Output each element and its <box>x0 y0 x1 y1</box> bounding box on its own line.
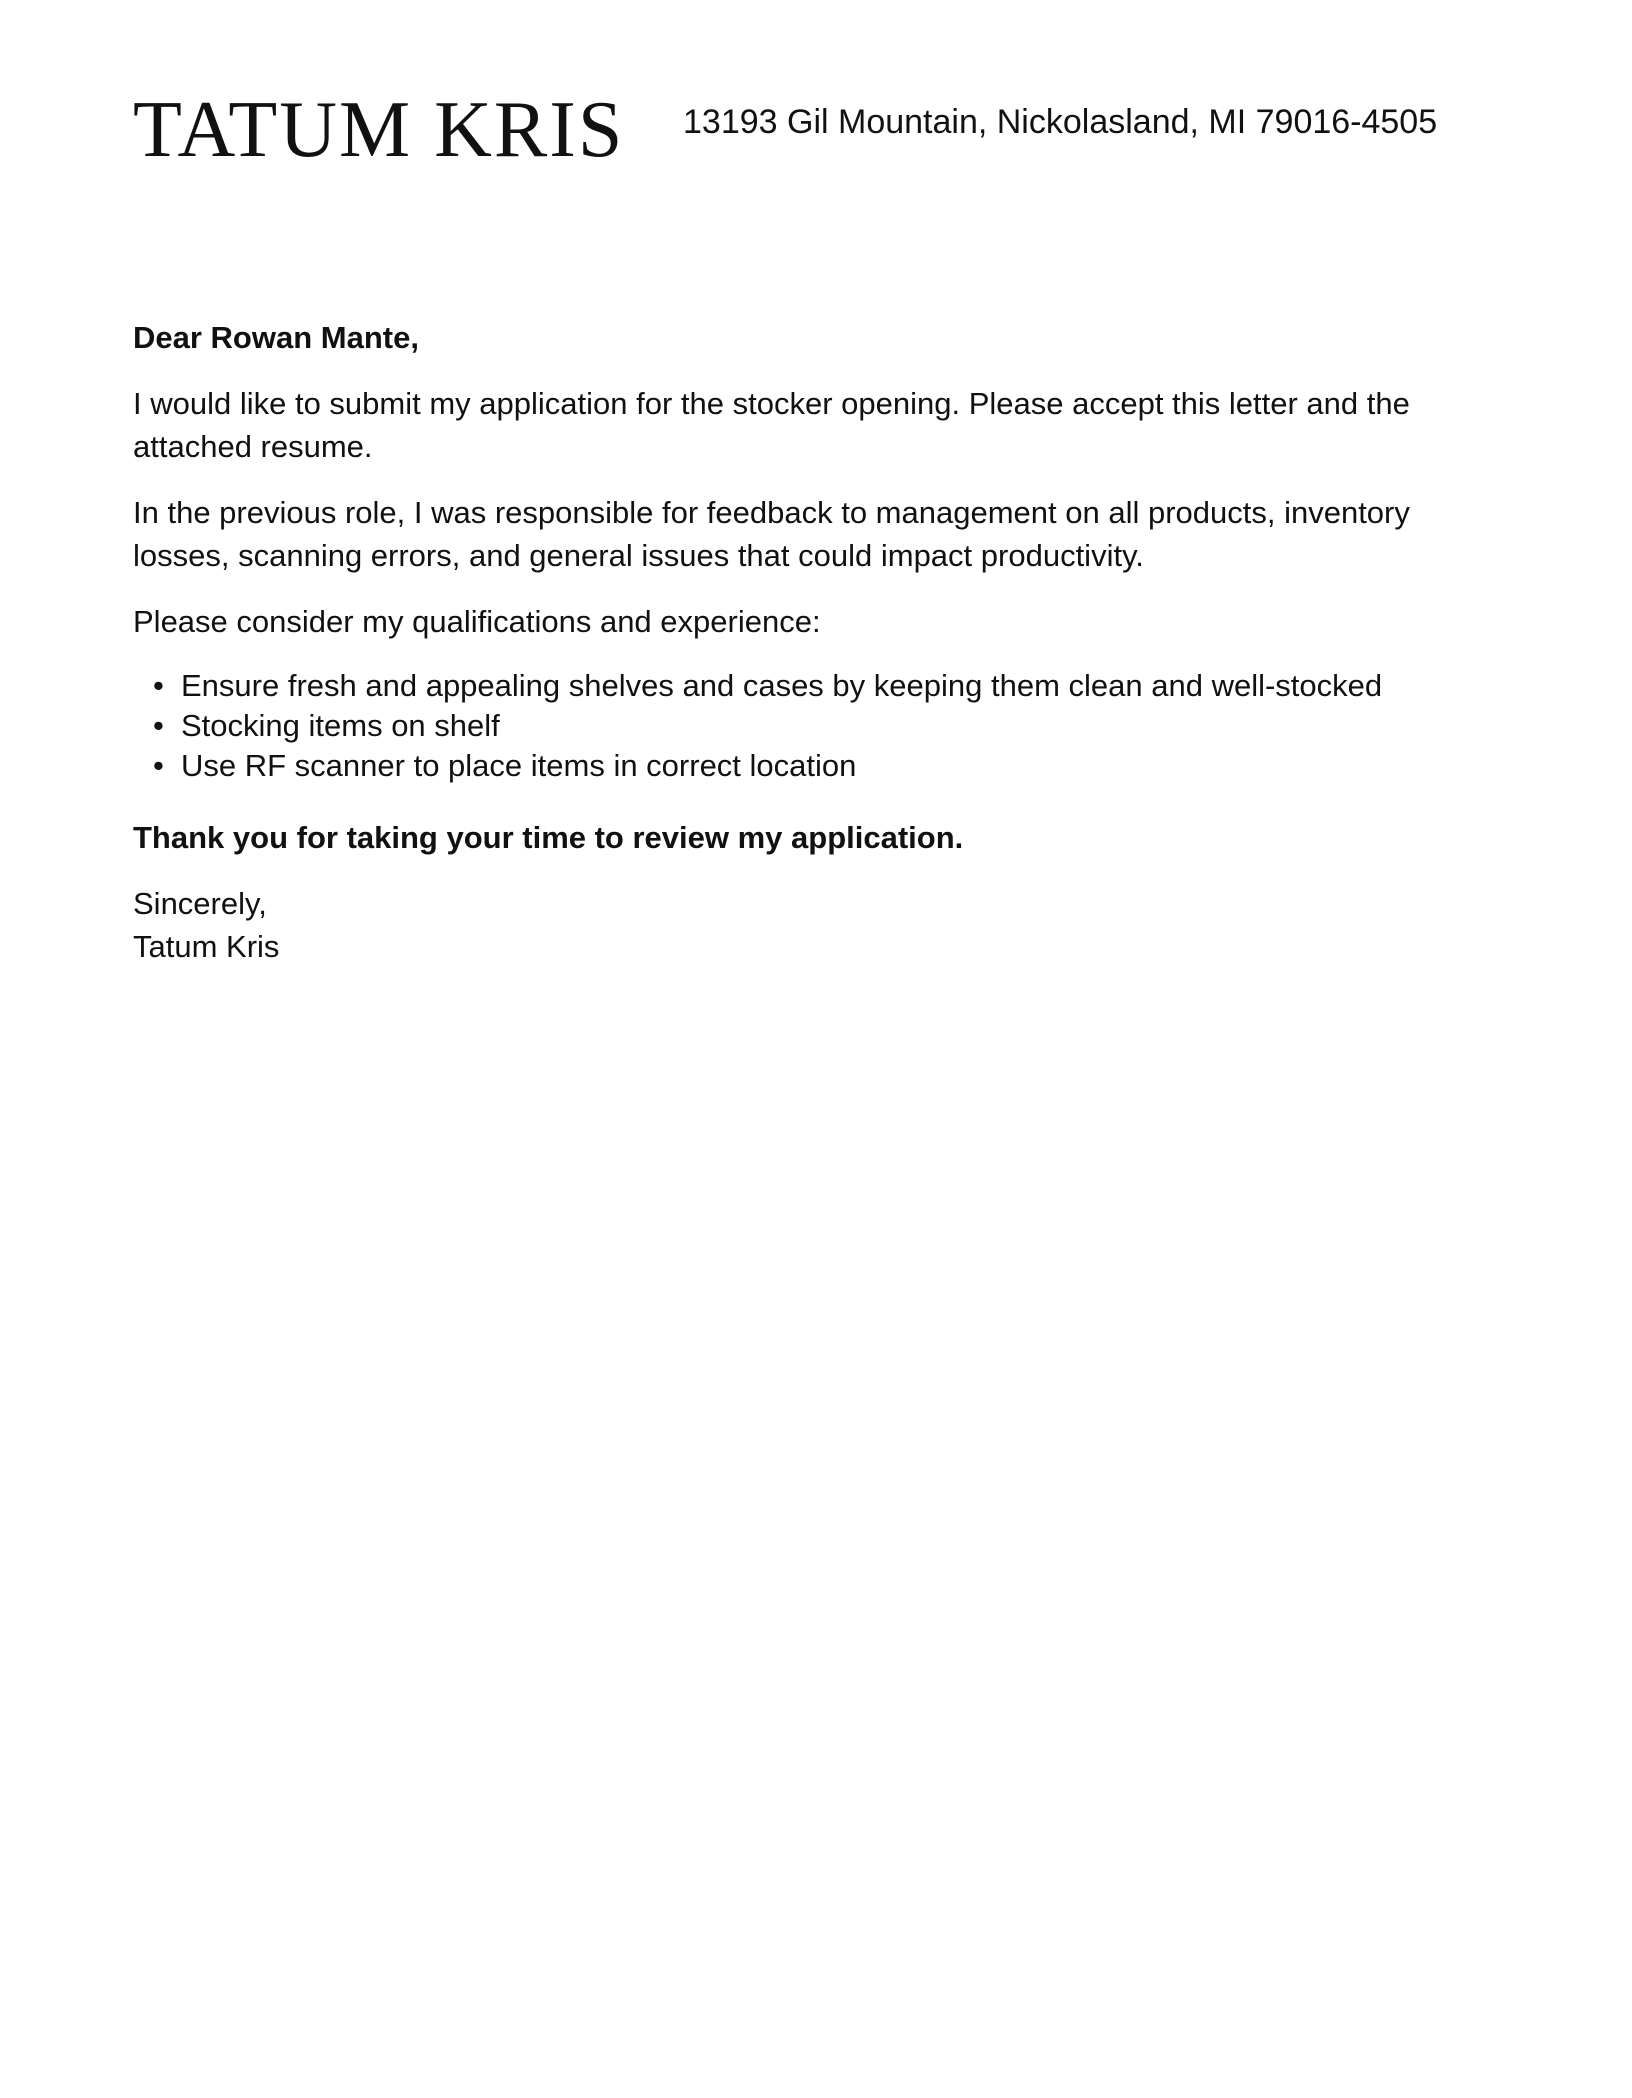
list-item-text: Use RF scanner to place items in correct location <box>181 748 857 783</box>
letter-body <box>133 316 1453 968</box>
bullet-icon: • <box>153 748 164 783</box>
list-item <box>133 666 1453 706</box>
salutation: Dear Rowan Mante, <box>133 320 419 355</box>
list-item <box>133 706 1453 746</box>
signoff: Sincerely, <box>133 886 267 921</box>
bullet-icon: • <box>153 668 164 703</box>
applicant-address: 13193 Gil Mountain, Nickolasland, MI 79016-4505 <box>683 103 1438 141</box>
letter-header <box>133 82 1453 172</box>
bullet-icon: • <box>153 708 164 743</box>
list-item <box>133 746 1453 786</box>
experience-paragraph: In the previous role, I was responsible for feedback to management on all products, inventory losses, scanning errors, and general issues that could impact productivity. <box>133 495 1410 573</box>
qualifications-intro: Please consider my qualifications and experience: <box>133 604 821 639</box>
signature-name: Tatum Kris <box>133 929 280 964</box>
closing-statement: Thank you for taking your time to review my application. <box>133 820 964 855</box>
qualifications-list <box>133 666 1453 786</box>
list-item-text: Ensure fresh and appealing shelves and cases by keeping them clean and well-stocked <box>181 668 1383 703</box>
applicant-name: TATUM KRIS <box>133 86 625 174</box>
list-item-text: Stocking items on shelf <box>181 708 500 743</box>
intro-paragraph: I would like to submit my application for the stocker opening. Please accept this letter and the attached resume. <box>133 386 1410 464</box>
